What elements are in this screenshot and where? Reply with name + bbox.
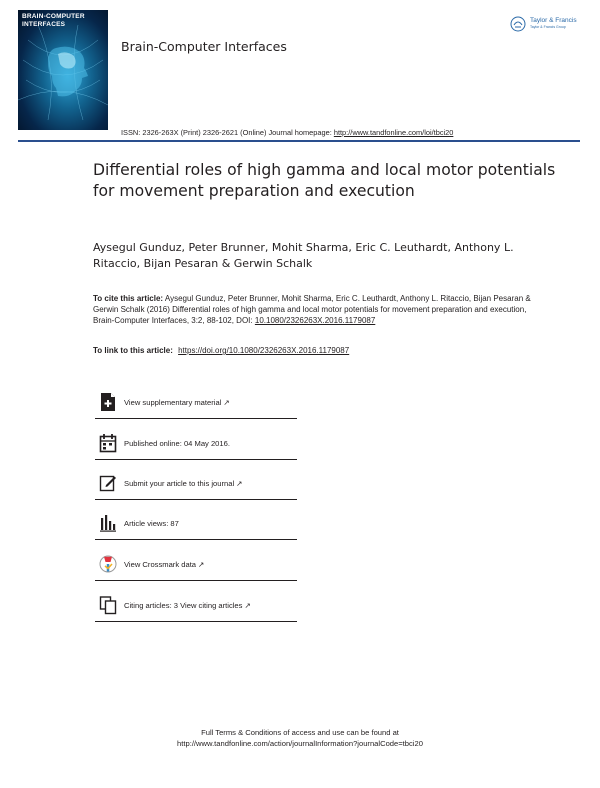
publisher-logo-icon: [510, 16, 526, 32]
article-views-row: [95, 509, 297, 540]
bar-chart-icon: [99, 513, 117, 533]
journal-cover-image: [18, 10, 108, 130]
copy-icon: [99, 595, 117, 615]
terms-footer: [0, 727, 600, 749]
submit-article-label: Submit your article to this journal: [124, 479, 235, 488]
article-link-label: To link to this article:: [93, 346, 173, 355]
article-title: Differential roles of high gamma and local motor potentials for movement preparation and execution: [93, 161, 556, 200]
brain-head-illustration: [18, 10, 108, 130]
external-link-icon: ↗: [244, 601, 251, 610]
crossmark-link[interactable]: [124, 560, 204, 569]
citing-articles-link[interactable]: [124, 601, 251, 610]
citation-label: To cite this article:: [93, 294, 164, 303]
article-views-text: Article views: 87: [124, 519, 179, 528]
header-divider: [18, 140, 580, 142]
article-link-line: [93, 346, 349, 355]
submit-article-link[interactable]: [124, 479, 242, 488]
cover-title-line-2: INTERFACES: [22, 20, 66, 28]
issn-line: [121, 128, 453, 137]
journal-homepage-link[interactable]: http://www.tandfonline.com/loi/tbci20: [333, 128, 454, 137]
external-link-icon: ↗: [236, 479, 243, 488]
external-link-icon: ↗: [198, 560, 205, 569]
issn-text: ISSN: 2326-263X (Print) 2326-2621 (Online) Journal homepage:: [121, 128, 332, 137]
article-authors: Aysegul Gunduz, Peter Brunner, Mohit Sharma, Eric C. Leuthardt, Anthony L. Ritaccio, Bijan Pesaran & Gerwin Schalk: [93, 241, 514, 270]
supplementary-material-row[interactable]: [95, 388, 297, 419]
crossmark-label: View Crossmark data: [124, 560, 197, 569]
citation-block: [93, 293, 533, 326]
footer-terms-link[interactable]: http://www.tandfonline.com/action/journalInformation?journalCode=tbci20: [177, 739, 423, 748]
citation-text: Aysegul Gunduz, Peter Brunner, Mohit Sharma, Eric C. Leuthardt, Anthony L. Ritaccio, Bijan Pesaran & Gerwin Schalk (2016) Differential roles of high gamma and local motor potentials for movement preparation and execution, Brain-Computer Interfaces, 3:2, 88-102, DOI:: [93, 294, 531, 325]
citing-articles-label: Citing articles: 3 View citing articles: [124, 601, 243, 610]
citation-doi-link[interactable]: 10.1080/2326263X.2016.1179087: [254, 316, 376, 325]
crossmark-row[interactable]: [95, 550, 297, 581]
document-plus-icon: [99, 392, 117, 412]
publisher-logo: [510, 16, 582, 38]
footer-line-1: Full Terms & Conditions of access and use can be found at: [201, 728, 399, 737]
calendar-icon: [99, 433, 117, 453]
published-online-row: [95, 429, 297, 460]
journal-title: Brain-Computer Interfaces: [121, 39, 287, 54]
external-link-icon: ↗: [223, 398, 230, 407]
submit-article-row[interactable]: [95, 469, 297, 500]
citing-articles-row[interactable]: [95, 591, 297, 622]
supplementary-material-label: View supplementary material: [124, 398, 222, 407]
edit-icon: [99, 473, 117, 493]
publisher-logo-subtext: Taylor & Francis Group: [530, 25, 566, 29]
crossmark-icon: [99, 554, 117, 574]
published-online-text: Published online: 04 May 2016.: [124, 439, 230, 448]
publisher-logo-text: Taylor & Francis: [530, 17, 577, 24]
article-doi-link[interactable]: https://doi.org/10.1080/2326263X.2016.1179087: [178, 346, 350, 355]
cover-title: [22, 13, 85, 28]
cover-title-line-1: BRAIN-COMPUTER: [22, 13, 85, 20]
supplementary-material-link[interactable]: [124, 398, 230, 407]
